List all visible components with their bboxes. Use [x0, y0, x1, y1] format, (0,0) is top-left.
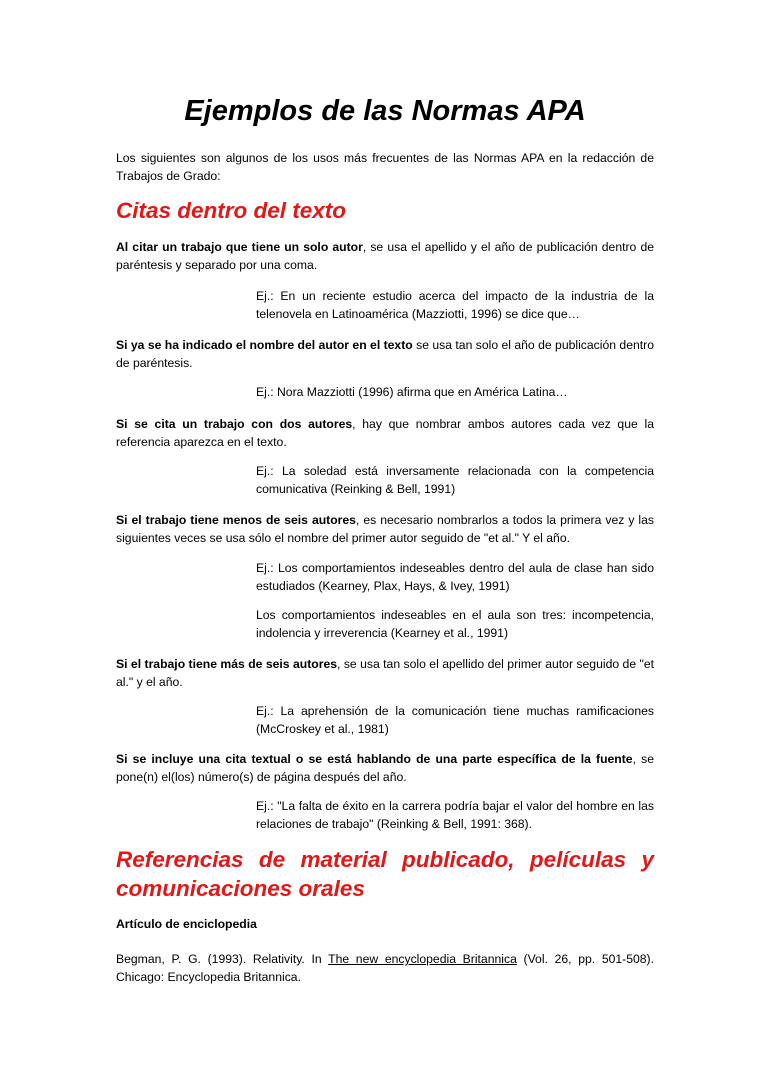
- example-text: Ej.: La soledad está inversamente relacionada con la competencia comunicativa (Reinking & Bell, 1991): [256, 464, 654, 496]
- example-text: Los comportamientos indeseables en el aula son tres: incompetencia, indolencia y irreverencia (Kearney et al., 1991): [256, 608, 654, 640]
- reference-entry: [116, 950, 654, 986]
- rule-bold: Al citar un trabajo que tiene un solo autor: [116, 240, 363, 254]
- rule-paragraph: [116, 415, 654, 451]
- rule-bold: Si el trabajo tiene menos de seis autores: [116, 513, 356, 527]
- rule-bold: Si el trabajo tiene más de seis autores: [116, 657, 338, 671]
- rule-text: , es necesario nombrarlos a todos la primera vez y las siguientes veces se usa sólo el nombre del primer autor seguido de "et al." Y el año.: [116, 513, 654, 545]
- section-heading-referencias: Referencias de material publicado, películas y comunicaciones orales: [116, 847, 654, 901]
- rule-text: , se pone(n) el(los) número(s) de página después del año.: [116, 752, 654, 784]
- example-text: Ej.: Los comportamientos indeseables dentro del aula de clase han sido estudiados (Kearney, Plax, Hays, & Ivey, 1991): [256, 561, 654, 593]
- example-block: [256, 797, 654, 833]
- rule-text: se usa tan solo el año de publicación dentro de paréntesis.: [116, 338, 654, 370]
- example-block: [256, 702, 654, 738]
- reference-details: (Vol. 26, pp. 501-508). Chicago: Encyclopedia Britannica.: [116, 952, 655, 984]
- rule-text: , hay que nombrar ambos autores cada vez que la referencia aparezca en el texto.: [116, 417, 654, 449]
- example-block: [256, 383, 654, 401]
- rule-bold: Si ya se ha indicado el nombre del autor en el texto: [116, 338, 413, 352]
- rule-paragraph: [116, 750, 654, 786]
- example-text: Ej.: La aprehensión de la comunicación tiene muchas ramificaciones (McCroskey et al., 1981): [256, 704, 654, 736]
- reference-title: The new encyclopedia Britannica: [328, 952, 517, 966]
- rule-bold: Si se cita un trabajo con dos autores: [116, 417, 353, 431]
- rule-text: , se usa tan solo el apellido del primer autor seguido de "et al." y el año.: [116, 657, 654, 689]
- rule-paragraph: [116, 238, 654, 274]
- reference-author: Begman, P. G. (1993). Relativity. In: [116, 952, 329, 966]
- intro-paragraph: Los siguientes son algunos de los usos más frecuentes de las Normas APA en la redacción de Trabajos de Grado:: [116, 151, 654, 183]
- rule-paragraph: [116, 511, 654, 547]
- rule-text: , se usa el apellido y el año de publicación dentro de paréntesis y separado por una coma.: [116, 240, 654, 272]
- rule-paragraph: [116, 336, 654, 372]
- example-text: Ej.: Nora Mazziotti (1996) afirma que en América Latina…: [256, 385, 568, 399]
- example-text: Ej.: En un reciente estudio acerca del impacto de la industria de la telenovela en Latinoamérica (Mazziotti, 1996) se dice que…: [256, 289, 654, 321]
- section-heading-citas: Citas dentro del texto: [116, 198, 347, 223]
- example-text: Ej.: "La falta de éxito en la carrera podría bajar el valor del hombre en las relaciones de trabajo" (Reinking & Bell, 1991: 368).: [256, 799, 654, 831]
- example-block: [256, 287, 654, 323]
- example-block: [256, 606, 654, 642]
- page-title: Ejemplos de las Normas APA: [184, 95, 586, 127]
- example-block: [256, 462, 654, 498]
- rule-paragraph: [116, 655, 654, 691]
- rule-bold: Si se incluye una cita textual o se está hablando de una parte específica de la fuente: [116, 752, 633, 766]
- subheading-text: Artículo de enciclopedia: [116, 917, 257, 931]
- example-block: [256, 559, 654, 595]
- subheading-enciclopedia: [116, 915, 654, 933]
